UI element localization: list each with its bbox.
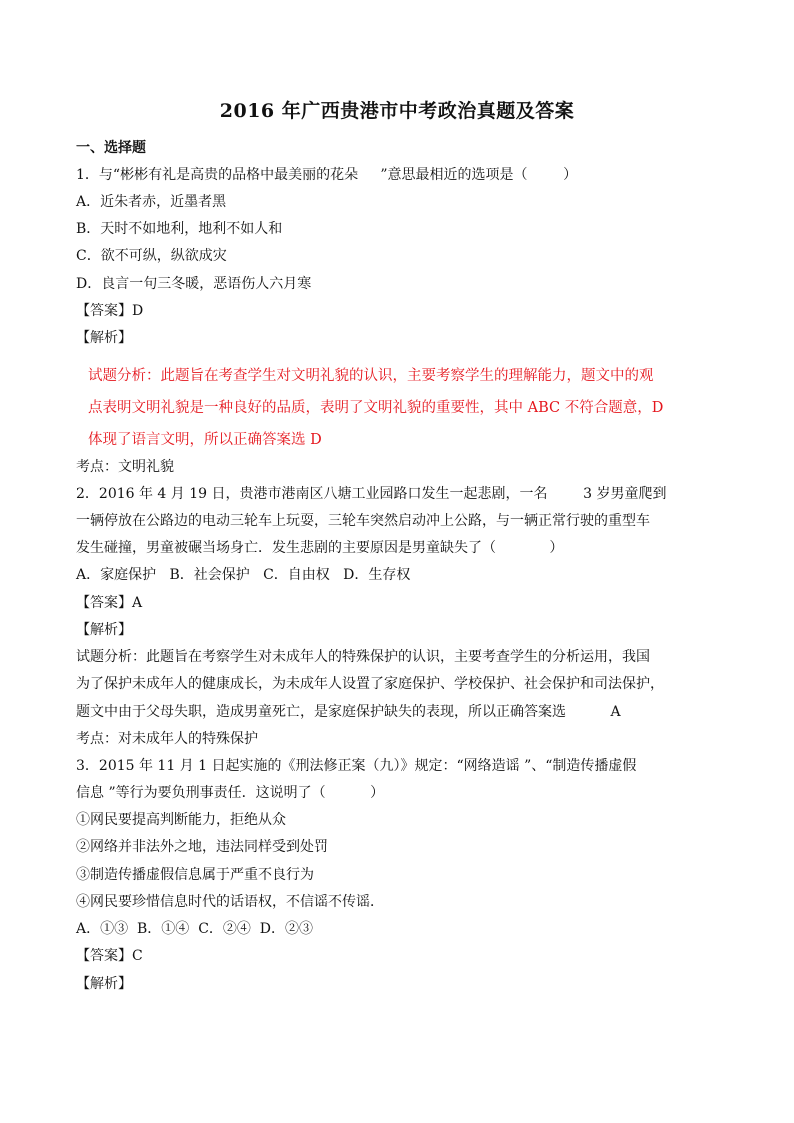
- q1-analysis-line-3: 体现了语言文明，所以正确答案选 D: [88, 432, 322, 448]
- q3-item-1: ①网民要提高判断能力，拒绝从众: [76, 812, 286, 828]
- q2-stem-line-3: 发生碰撞，男童被碾当场身亡．发生悲剧的主要原因是男童缺失了（ ）: [76, 540, 564, 556]
- q1-point: 考点：文明礼貌: [76, 459, 174, 475]
- q2-analysis-line-2: 为了保护未成年人的健康成长，为未成年人设置了家庭保护、学校保护、社会保护和司法保护，: [76, 676, 664, 692]
- q3-analysis-label: 【解析】: [76, 976, 132, 992]
- q1-option-b: B．天时不如地利，地利不如人和: [76, 221, 283, 237]
- q1-option-d: D．良言一句三冬暖，恶语伤人六月寒: [76, 276, 312, 292]
- q2-analysis-label: 【解析】: [76, 622, 132, 638]
- q1-analysis-line-1: 试题分析：此题旨在考查学生对文明礼貌的认识，主要考察学生的理解能力，题文中的观: [88, 368, 654, 384]
- q3-stem-line-2: 信息 ”等行为要负刑事责任．这说明了（ ）: [76, 785, 385, 801]
- q2-options: A．家庭保护 B．社会保护 C．自由权 D．生存权: [76, 567, 411, 583]
- q3-item-3: ③制造传播虚假信息属于严重不良行为: [76, 867, 314, 883]
- q3-item-2: ②网络并非法外之地，违法同样受到处罚: [76, 839, 328, 855]
- q2-answer: 【答案】A: [76, 595, 143, 611]
- section-heading: 一、选择题: [76, 140, 146, 156]
- q3-answer: 【答案】C: [76, 948, 143, 964]
- q1-answer: 【答案】D: [76, 303, 144, 319]
- q3-stem-line-1: 3．2015 年 11 月 1 日起实施的《刑法修正案（九）》规定：“网络造谣 ”、“制造传播虚假: [76, 758, 637, 774]
- q3-item-4: ④网民要珍惜信息时代的话语权，不信谣不传谣．: [76, 894, 384, 910]
- q1-option-c: C．欲不可纵，纵欲成灾: [76, 248, 227, 264]
- q2-analysis-line-1: 试题分析：此题旨在考察学生对未成年人的特殊保护的认识，主要考查学生的分析运用，我国: [76, 649, 650, 665]
- page-title: 2016 年广西贵港市中考政治真题及答案: [219, 100, 575, 122]
- q1-analysis-line-2: 点表明文明礼貌是一种良好的品质，表明了文明礼貌的重要性，其中 ABC 不符合题意，D: [88, 400, 664, 416]
- q1-analysis-label: 【解析】: [76, 330, 132, 346]
- q1-stem: 1．与“彬彬有礼是高贵的品格中最美丽的花朵 ”意思最相近的选项是（ ）: [76, 167, 578, 183]
- q2-point: 考点：对未成年人的特殊保护: [76, 731, 258, 747]
- q1-option-a: A．近朱者赤，近墨者黑: [76, 194, 227, 210]
- q2-stem-line-1: 2．2016 年 4 月 19 日，贵港市港南区八塘工业园路口发生一起悲剧，一名 3 岁男童爬到: [76, 486, 667, 502]
- q2-stem-line-2: 一辆停放在公路边的电动三轮车上玩耍，三轮车突然启动冲上公路，与一辆正常行驶的重型车: [76, 513, 650, 529]
- q3-options: A．①③ B．①④ C．②④ D．②③: [76, 921, 314, 937]
- q2-analysis-line-3: 题文中由于父母失职，造成男童死亡，是家庭保护缺失的表现，所以正确答案选 A: [76, 704, 621, 720]
